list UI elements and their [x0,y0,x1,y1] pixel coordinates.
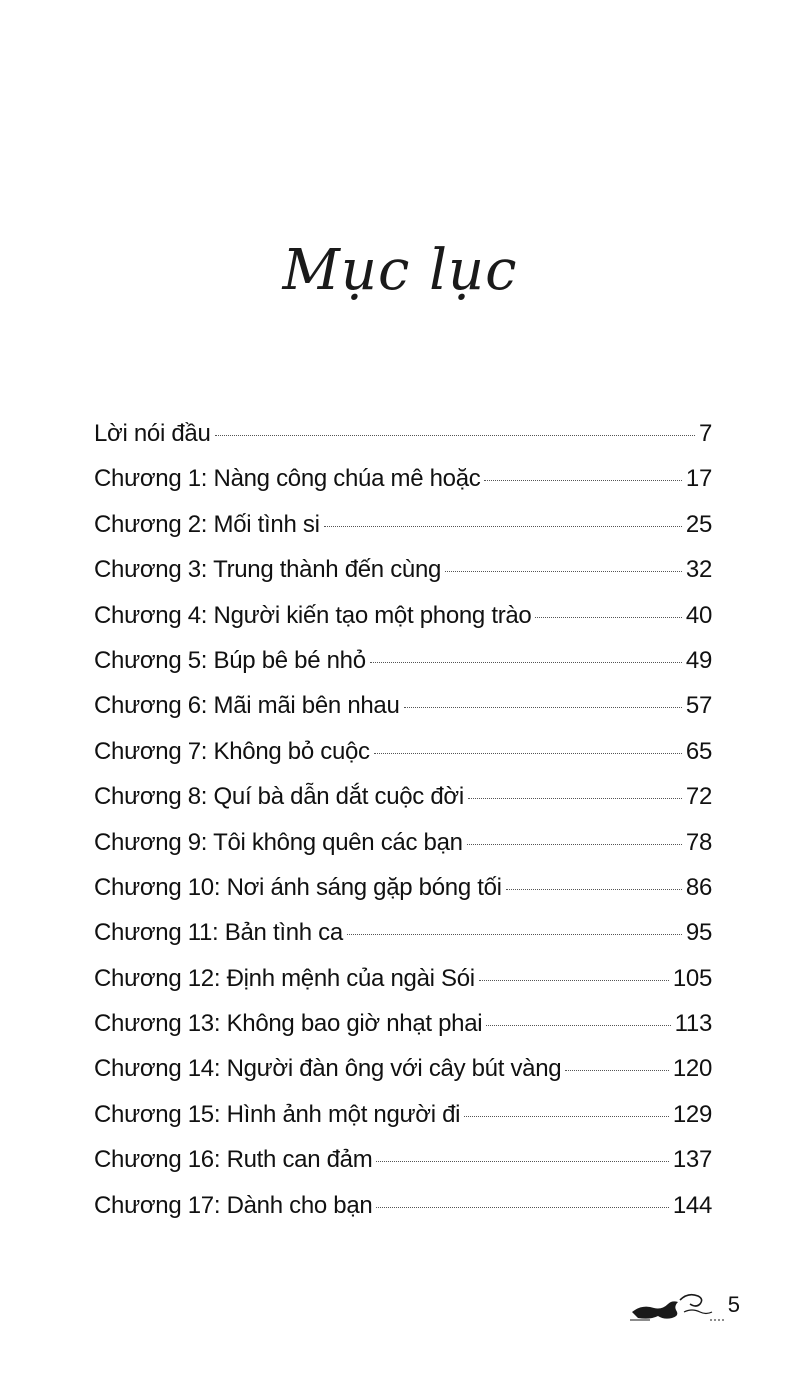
toc-entry-page-number: 144 [672,1191,712,1219]
toc-entry-page-number: 72 [685,783,712,811]
dot-leader [565,1070,669,1071]
toc-entry [94,1010,712,1055]
toc-entry-page-number: 113 [674,1010,712,1038]
toc-entry-page-number: 40 [685,601,712,629]
dot-leader [347,934,682,935]
toc-entry-title: Chương 13: Không bao giờ nhạt phai [94,1010,483,1038]
dot-leader [445,571,682,572]
toc-entry-title: Chương 14: Người đàn ông với cây bút vàng [94,1055,562,1083]
toc-entry-page-number: 32 [685,556,712,584]
toc-entry-title: Chương 16: Ruth can đảm [94,1146,373,1174]
toc-entry [94,692,712,737]
toc-entry [94,647,712,692]
toc-entry [94,1146,712,1191]
page-title: Mục lục [282,238,518,303]
toc-entry-page-number: 49 [685,646,712,674]
dot-leader [215,435,695,436]
toc-entry-page-number: 120 [672,1055,712,1083]
dot-leader [376,1161,668,1162]
toc-entry-title: Chương 15: Hình ảnh một người đi [94,1100,461,1128]
toc-entry [94,783,712,828]
toc-entry-title: Chương 1: Nàng công chúa mê hoặc [94,465,481,493]
toc-entry-title: Chương 11: Bản tình ca [94,919,343,947]
dot-leader [506,889,682,890]
toc-entry-page-number: 65 [685,737,712,765]
toc-entry [94,420,712,465]
toc-entry-title: Chương 17: Dành cho bạn [94,1191,373,1219]
toc-entry-title: Chương 5: Búp bê bé nhỏ [94,646,366,674]
toc-entry [94,1055,712,1100]
toc-entry-page-number: 7 [698,420,712,447]
toc-entry [94,1101,712,1146]
toc-entry-page-number: 57 [685,692,712,720]
dot-leader [467,844,682,845]
toc-entry-page-number: 17 [685,465,712,493]
toc-entry [94,1192,712,1237]
toc-entry-page-number: 25 [685,510,712,538]
toc-entry-page-number: 137 [672,1146,712,1174]
toc-entry [94,465,712,510]
toc-entry-title: Chương 9: Tôi không quên các bạn [94,828,463,856]
dot-leader [324,526,682,527]
toc-entry [94,965,712,1010]
dot-leader [370,662,682,663]
dot-leader [479,980,669,981]
toc-entry-title: Chương 12: Định mệnh của ngài Sói [94,964,475,992]
toc-entry-page-number: 86 [685,873,712,901]
dot-leader [468,798,682,799]
toc-entry-title: Chương 10: Nơi ánh sáng gặp bóng tối [94,873,502,901]
toc-entry [94,738,712,783]
toc-entry [94,829,712,874]
toc-entry-title: Chương 6: Mãi mãi bên nhau [94,692,400,720]
dot-leader [376,1207,668,1208]
toc-entry-page-number: 105 [672,964,712,992]
dot-leader [484,480,681,481]
page-footer [628,1290,740,1326]
toc-entry [94,919,712,964]
toc-entry-title: Lời nói đầu [94,420,211,447]
dot-leader [464,1116,669,1117]
dot-leader [486,1025,670,1026]
toc-entry-page-number: 78 [685,828,712,856]
toc-entry-title: Chương 7: Không bỏ cuộc [94,737,370,765]
toc-entry [94,874,712,919]
toc-entry-title: Chương 2: Mối tình si [94,510,320,538]
toc-entry-title: Chương 8: Quí bà dẫn dắt cuộc đời [94,783,464,811]
page-number: 5 [727,1292,740,1317]
toc-entry-page-number: 95 [685,919,712,947]
dot-leader [535,617,681,618]
dot-leader [404,707,682,708]
toc-entry [94,556,712,601]
toc-entry [94,602,712,647]
bird-swirl-ornament-icon [628,1290,724,1326]
toc-entry-title: Chương 3: Trung thành đến cùng [94,556,442,584]
dot-leader [374,753,682,754]
toc-entry-page-number: 129 [672,1100,712,1128]
toc-entry [94,511,712,556]
toc-entry-title: Chương 4: Người kiến tạo một phong trào [94,601,532,629]
table-of-contents [94,420,712,1237]
